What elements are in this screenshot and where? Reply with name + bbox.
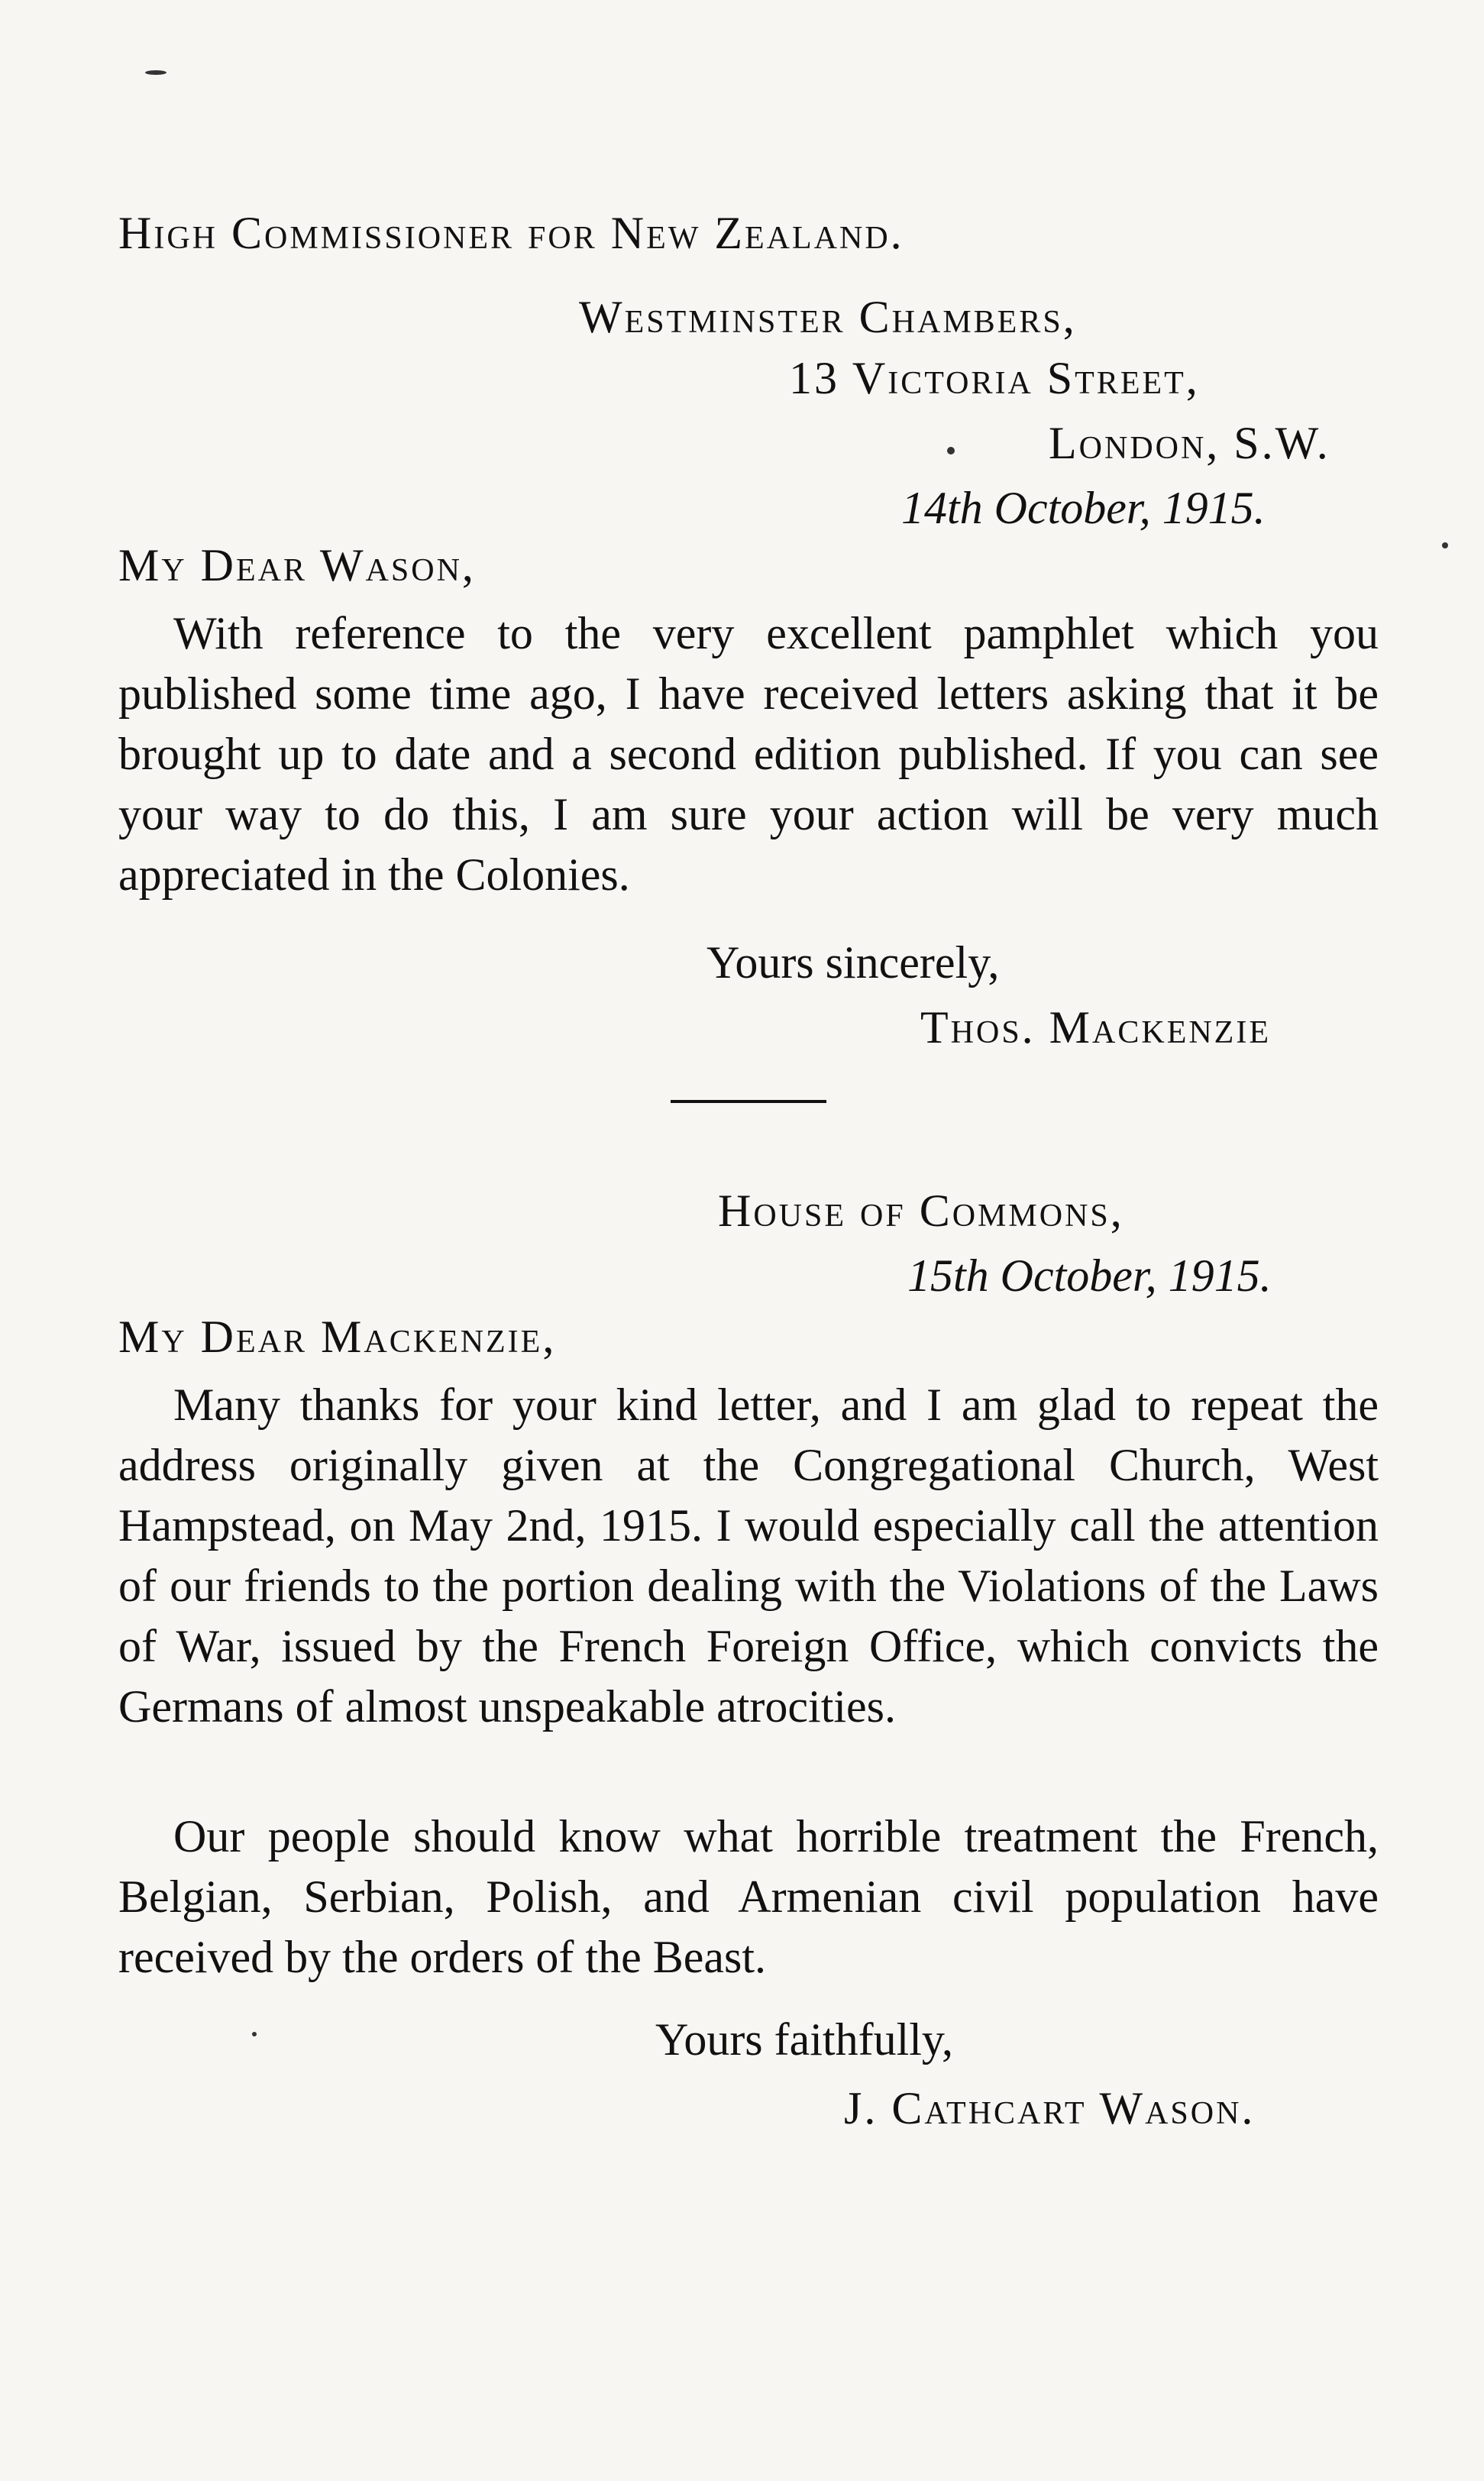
address-line-2: 13 Victoria Street, — [789, 353, 1200, 403]
divider-rule — [671, 1100, 826, 1103]
org-heading: High Commissioner for New Zealand. — [118, 208, 904, 258]
letter2-address: House of Commons, — [718, 1186, 1124, 1236]
letter2-salutation: My Dear Mackenzie, — [118, 1312, 557, 1362]
letter1-closing: Yours sincerely, — [706, 937, 1000, 988]
address-line-3: London, S.W. — [1049, 418, 1330, 468]
letter2-closing: Yours faithfully, — [655, 2014, 954, 2065]
letter1-salutation: My Dear Wason, — [118, 540, 476, 590]
letter1-signature: Thos. Mackenzie — [920, 1002, 1271, 1053]
letter2-body-1: Many thanks for your kind letter, and I am glad to repeat the address originally given at the Congregational Church, West Hampstead, on May 2nd, 1915. I would especially call the attention of our friends to the portion dealing with the Violations of the Laws of War, issued by the French Foreign Office, which convicts the Germans of almost unspeakable atrocities. — [118, 1380, 1379, 1732]
paper-speck — [1442, 542, 1448, 548]
letter2-body-2: Our people should know what horrible treatment the French, Belgian, Serbian, Polish, and Armenian civil population have received by the orders of the Beast. — [118, 1811, 1379, 1982]
paper-speck — [947, 447, 955, 454]
paper-speck — [145, 70, 167, 75]
address-line-1: Westminster Chambers, — [579, 292, 1077, 342]
letter2-date: 15th October, 1915. — [907, 1250, 1272, 1301]
paper-speck — [252, 2032, 257, 2036]
letter2-signature: J. Cathcart Wason. — [844, 2083, 1256, 2133]
letter1-body: With reference to the very excellent pamphlet which you published some time ago, I have received letters asking that it be brought up to date and a second edition published. If you can see your way to do this, I am sure your action will be very much appreciated in the Colonies. — [118, 608, 1379, 900]
letter1-date: 14th October, 1915. — [901, 483, 1266, 533]
